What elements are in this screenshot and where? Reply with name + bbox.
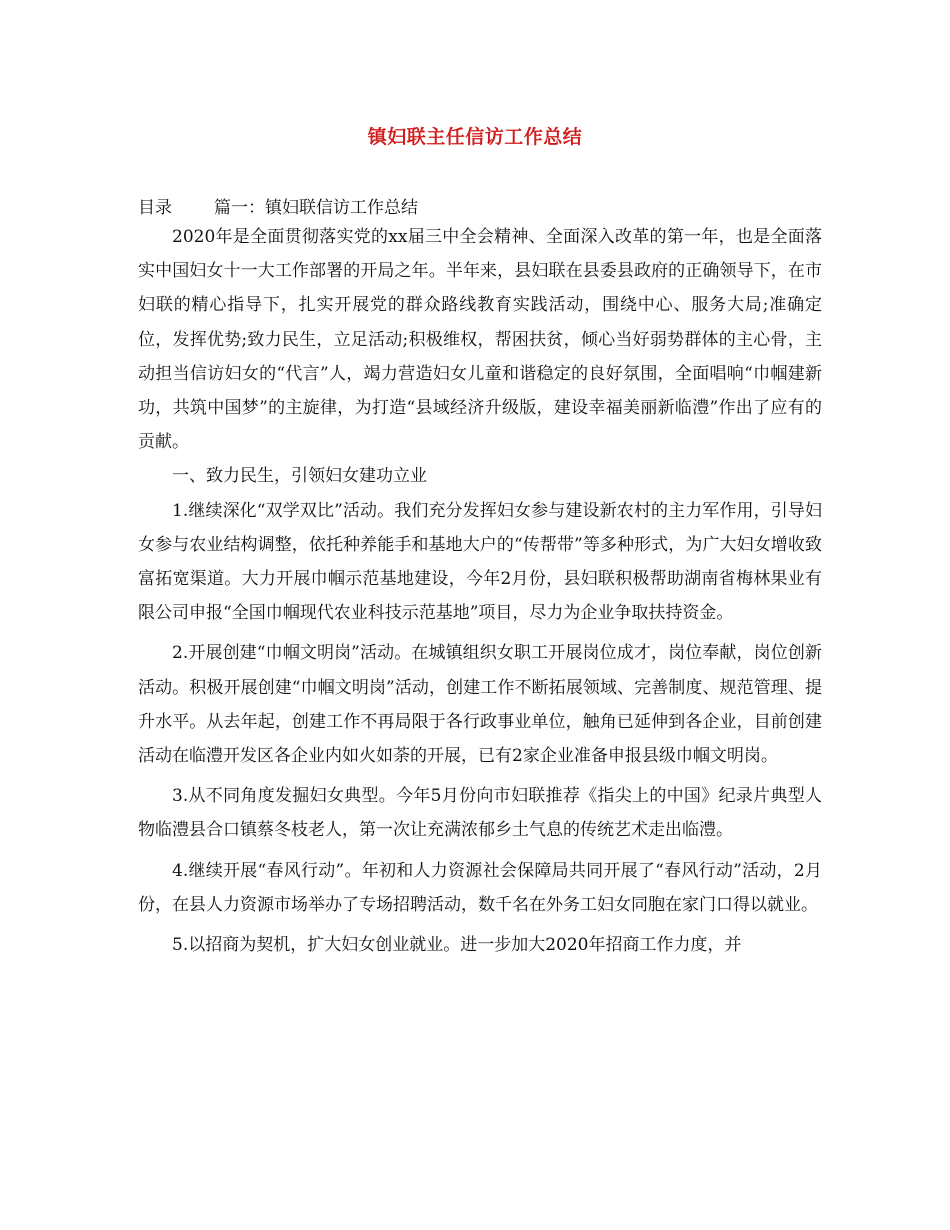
document-body [138,220,822,962]
document-title: 镇妇联主任信访工作总结 [367,126,583,148]
paragraph-item-4: 4.继续开展“春风行动”。年初和人力资源社会保障局共同开展了“春风行动”活动，2月份，在县人力资源市场举办了专场招聘活动，数千名在外务工妇女同胞在家门口得以就业。 [138,860,822,915]
paragraph-intro: 2020年是全面贯彻落实党的xx届三中全会精神、全面深入改革的第一年，也是全面落实中国妇女十一大工作部署的开局之年。半年来，县妇联在县委县政府的正确领导下，在市妇联的精心指导下，扎实开展党的群众路线教育实践活动，围绕中心、服务大局;准确定位，发挥优势;致力民生，立足活动;积极维权，帮困扶贫，倾心当好弱势群体的主心骨，主动担当信访妇女的“代言”人，竭力营造妇女儿童和谐稳定的良好氛围，全面唱响“巾帼建新功，共筑中国梦”的主旋律，为打造“县域经济升级版，建设幸福美丽新临澧”作出了应有的贡献。 [138,227,822,453]
paragraph-item-2: 2.开展创建“巾帼文明岗”活动。在城镇组织女职工开展岗位成才，岗位奉献，岗位创新活动。积极开展创建“巾帼文明岗”活动，创建工作不断拓展领域、完善制度、规范管理、提升水平。从去年起，创建工作不再局限于各行政事业单位，触角已延伸到各企业，目前创建活动在临澧开发区各企业内如火如荼的开展，已有2家企业准备申报县级巾帼文明岗。 [138,643,822,767]
toc-entry: 篇一：镇妇联信访工作总结 [214,198,418,218]
table-of-contents [138,195,818,221]
paragraph-item-3: 3.从不同角度发掘妇女典型。今年5月份向市妇联推荐《指尖上的中国》纪录片典型人物临澧县合口镇蔡冬枝老人，第一次让充满浓郁乡土气息的传统艺术走出临澧。 [138,786,822,841]
paragraph-item-1: 1.继续深化“双学双比”活动。我们充分发挥妇女参与建设新农村的主力军作用，引导妇女参与农业结构调整，依托种养能手和基地大户的“传帮带”等多种形式，为广大妇女增收致富拓宽渠道。大力开展巾帼示范基地建设，今年2月份，县妇联积极帮助湖南省梅林果业有限公司申报“全国巾帼现代农业科技示范基地”项目，尽力为企业争取扶持资金。 [138,500,822,624]
paragraph-item-5: 5.以招商为契机，扩大妇女创业就业。进一步加大2020年招商工作力度，并 [172,935,742,956]
section-heading: 一、致力民生，引领妇女建功立业 [172,466,427,487]
toc-label: 目录 [138,198,172,218]
